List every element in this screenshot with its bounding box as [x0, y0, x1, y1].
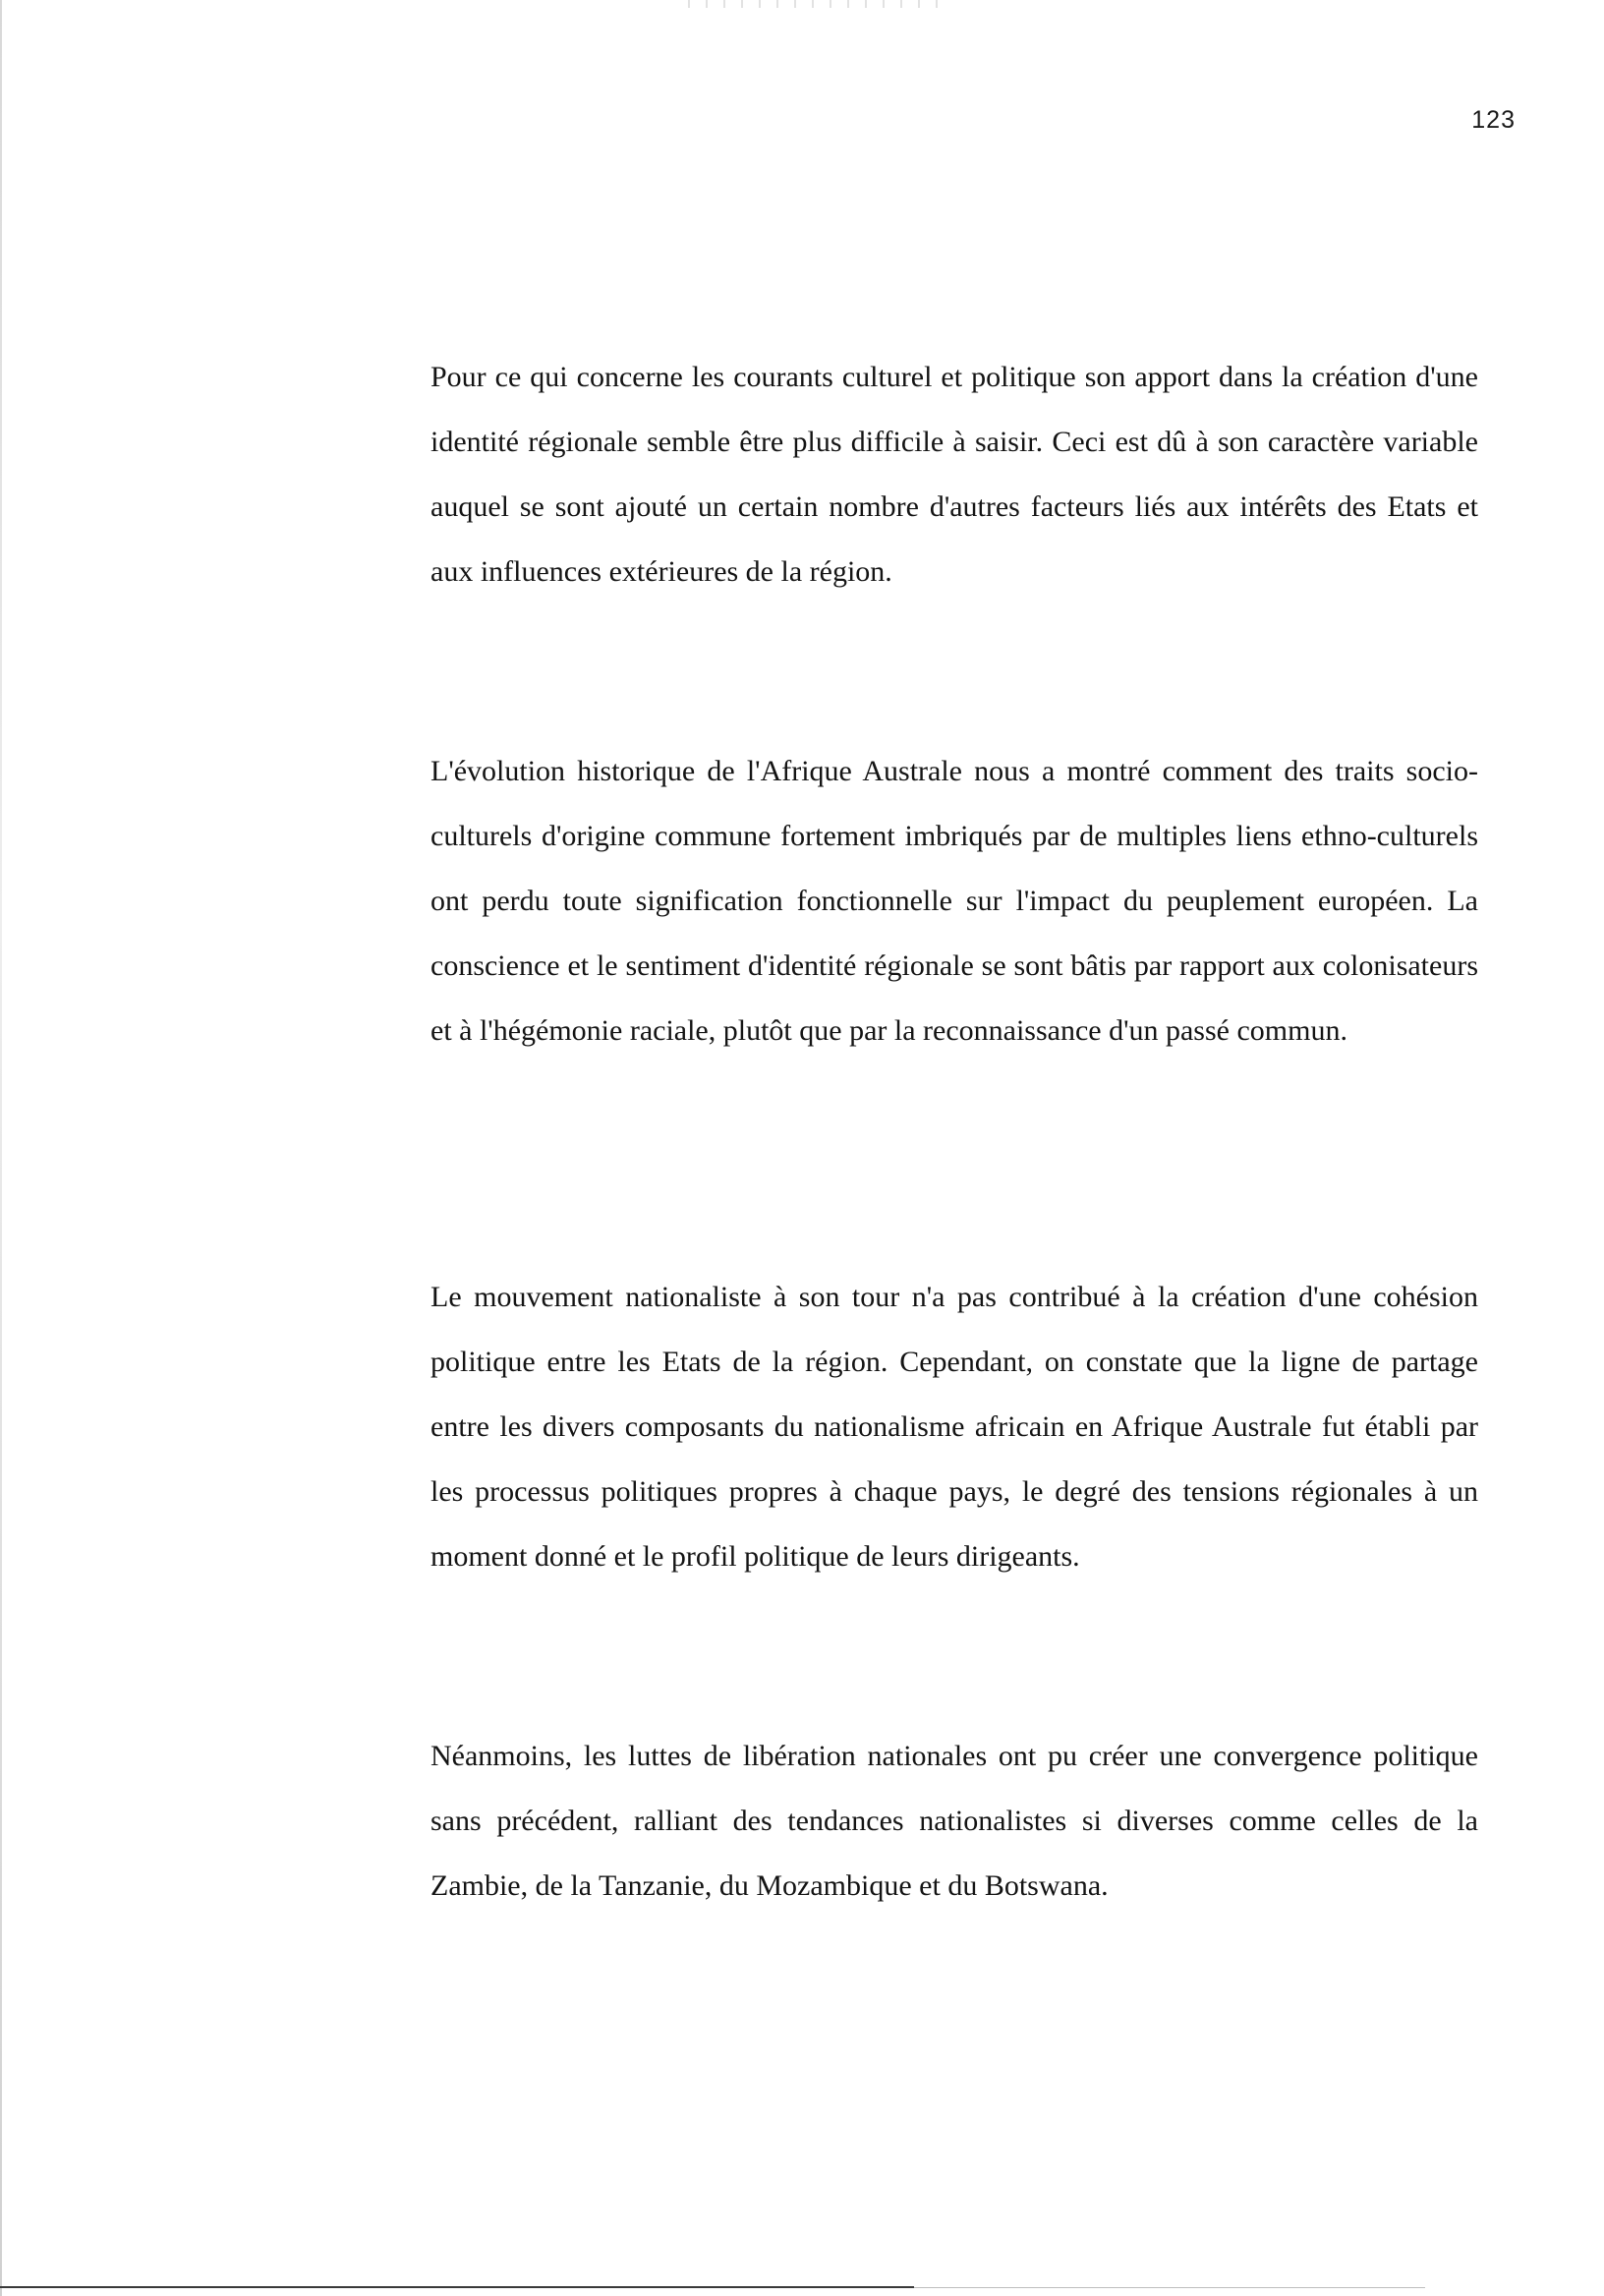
paragraph-liberation-struggles: Néanmoins, les luttes de libération nationales ont pu créer une convergence politique sans précédent, ralliant des tendances nationalistes si diverses comme celles de la Zambie, de la Tanzanie, du Mozambique et du Botswana.	[430, 1740, 1478, 1902]
scan-line-bottom-faint	[914, 2287, 1425, 2288]
scan-specks	[688, 0, 944, 8]
scan-line-bottom	[0, 2286, 914, 2288]
paragraph-cultural-political-currents: Pour ce qui concerne les courants culturel et politique son apport dans la création d'une identité régionale semble être plus difficile à saisir. Ceci est dû à son caractère variable auquel se sont ajouté un certain nombre d'autres facteurs liés aux intérêts des Etats et aux influences extérieures de la région.	[430, 361, 1478, 588]
paragraph-nationalist-movement: Le mouvement nationaliste à son tour n'a pas contribué à la création d'une cohésion politique entre les Etats de la région. Cependant, on constate que la ligne de partage entre les divers composants du nationalisme africain en Afrique Australe fut établi par les processus politiques propres à chaque pays, le degré des tensions régionales à un moment donné et le profil politique de leurs dirigeants.	[430, 1281, 1478, 1573]
scan-edge-left	[0, 0, 2, 2296]
paragraph-historical-evolution: L'évolution historique de l'Afrique Australe nous a montré comment des traits socio-culturels d'origine commune fortement imbriqués par de multiples liens ethno-culturels ont perdu toute signification fonctionnelle sur l'impact du peuplement européen. La conscience et le sentiment d'identité régionale se sont bâtis par rapport aux colonisateurs et à l'hégémonie raciale, plutôt que par la reconnaissance d'un passé commun.	[430, 755, 1478, 1047]
page-number: 123	[1471, 106, 1516, 134]
